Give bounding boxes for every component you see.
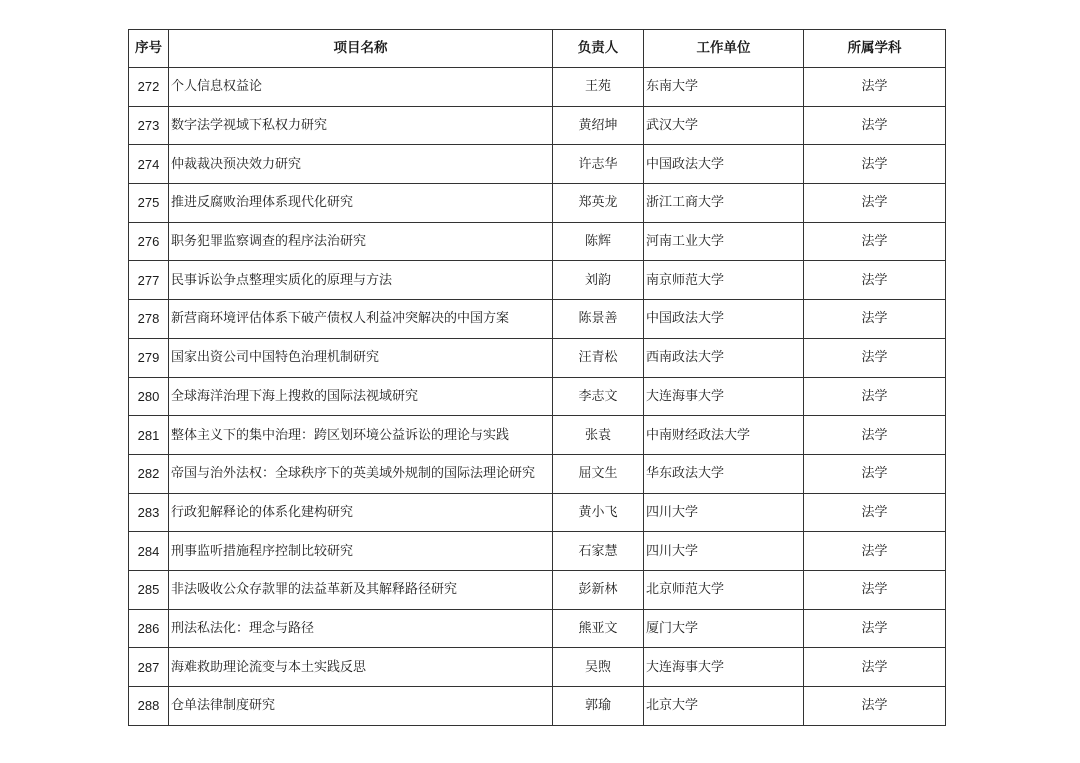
cell-subject: 法学 <box>804 145 946 184</box>
header-row <box>129 30 946 68</box>
cell-unit: 中南财经政法大学 <box>644 416 804 455</box>
cell-subject: 法学 <box>804 222 946 261</box>
cell-subject: 法学 <box>804 184 946 223</box>
cell-person: 张袁 <box>553 416 644 455</box>
cell-seq: 275 <box>129 184 169 223</box>
cell-seq: 283 <box>129 493 169 532</box>
table-row <box>129 416 946 455</box>
cell-seq: 285 <box>129 570 169 609</box>
cell-title: 整体主义下的集中治理：跨区划环境公益诉讼的理论与实践 <box>169 416 553 455</box>
cell-unit: 浙江工商大学 <box>644 184 804 223</box>
table-row <box>129 687 946 726</box>
header-unit: 工作单位 <box>644 30 804 68</box>
cell-title: 刑事监听措施程序控制比较研究 <box>169 532 553 571</box>
table-row <box>129 184 946 223</box>
cell-unit: 中国政法大学 <box>644 300 804 339</box>
cell-person: 吴煦 <box>553 648 644 687</box>
table-row <box>129 648 946 687</box>
cell-seq: 284 <box>129 532 169 571</box>
project-table <box>128 29 946 726</box>
table-row <box>129 106 946 145</box>
cell-unit: 大连海事大学 <box>644 377 804 416</box>
cell-unit: 四川大学 <box>644 532 804 571</box>
cell-seq: 288 <box>129 687 169 726</box>
cell-seq: 277 <box>129 261 169 300</box>
table-row <box>129 222 946 261</box>
cell-person: 彭新林 <box>553 570 644 609</box>
cell-title: 个人信息权益论 <box>169 68 553 107</box>
cell-subject: 法学 <box>804 68 946 107</box>
cell-unit: 华东政法大学 <box>644 454 804 493</box>
table-row <box>129 261 946 300</box>
cell-title: 仲裁裁决预决效力研究 <box>169 145 553 184</box>
cell-title: 全球海洋治理下海上搜救的国际法视域研究 <box>169 377 553 416</box>
cell-seq: 286 <box>129 609 169 648</box>
cell-unit: 西南政法大学 <box>644 338 804 377</box>
cell-seq: 272 <box>129 68 169 107</box>
cell-unit: 河南工业大学 <box>644 222 804 261</box>
cell-seq: 274 <box>129 145 169 184</box>
cell-subject: 法学 <box>804 300 946 339</box>
table-row <box>129 145 946 184</box>
cell-title: 刑法私法化：理念与路径 <box>169 609 553 648</box>
cell-seq: 280 <box>129 377 169 416</box>
cell-title: 民事诉讼争点整理实质化的原理与方法 <box>169 261 553 300</box>
cell-person: 王苑 <box>553 68 644 107</box>
cell-subject: 法学 <box>804 687 946 726</box>
cell-title: 推进反腐败治理体系现代化研究 <box>169 184 553 223</box>
cell-unit: 四川大学 <box>644 493 804 532</box>
cell-person: 刘韵 <box>553 261 644 300</box>
table-row <box>129 377 946 416</box>
cell-title: 帝国与治外法权：全球秩序下的英美域外规制的国际法理论研究 <box>169 454 553 493</box>
cell-unit: 北京师范大学 <box>644 570 804 609</box>
table-row <box>129 300 946 339</box>
cell-subject: 法学 <box>804 532 946 571</box>
table-row <box>129 454 946 493</box>
cell-unit: 东南大学 <box>644 68 804 107</box>
cell-person: 熊亚文 <box>553 609 644 648</box>
cell-unit: 北京大学 <box>644 687 804 726</box>
cell-title: 行政犯解释论的体系化建构研究 <box>169 493 553 532</box>
header-person: 负责人 <box>553 30 644 68</box>
cell-person: 郑英龙 <box>553 184 644 223</box>
cell-title: 仓单法律制度研究 <box>169 687 553 726</box>
cell-subject: 法学 <box>804 338 946 377</box>
table-row <box>129 609 946 648</box>
table-row <box>129 68 946 107</box>
cell-subject: 法学 <box>804 416 946 455</box>
cell-person: 许志华 <box>553 145 644 184</box>
cell-person: 石家慧 <box>553 532 644 571</box>
cell-subject: 法学 <box>804 570 946 609</box>
cell-subject: 法学 <box>804 261 946 300</box>
cell-seq: 281 <box>129 416 169 455</box>
cell-subject: 法学 <box>804 648 946 687</box>
cell-unit: 中国政法大学 <box>644 145 804 184</box>
header-seq: 序号 <box>129 30 169 68</box>
cell-unit: 南京师范大学 <box>644 261 804 300</box>
cell-person: 李志文 <box>553 377 644 416</box>
cell-title: 数字法学视域下私权力研究 <box>169 106 553 145</box>
cell-seq: 278 <box>129 300 169 339</box>
cell-title: 非法吸收公众存款罪的法益革新及其解释路径研究 <box>169 570 553 609</box>
header-title: 项目名称 <box>169 30 553 68</box>
cell-subject: 法学 <box>804 493 946 532</box>
cell-title: 职务犯罪监察调查的程序法治研究 <box>169 222 553 261</box>
cell-person: 郭瑜 <box>553 687 644 726</box>
table-row <box>129 532 946 571</box>
cell-seq: 276 <box>129 222 169 261</box>
cell-unit: 武汉大学 <box>644 106 804 145</box>
cell-title: 海难救助理论流变与本土实践反思 <box>169 648 553 687</box>
cell-subject: 法学 <box>804 609 946 648</box>
cell-person: 汪青松 <box>553 338 644 377</box>
cell-seq: 273 <box>129 106 169 145</box>
cell-title: 国家出资公司中国特色治理机制研究 <box>169 338 553 377</box>
cell-seq: 279 <box>129 338 169 377</box>
cell-seq: 282 <box>129 454 169 493</box>
table-body <box>129 68 946 726</box>
cell-unit: 大连海事大学 <box>644 648 804 687</box>
cell-unit: 厦门大学 <box>644 609 804 648</box>
cell-subject: 法学 <box>804 454 946 493</box>
cell-seq: 287 <box>129 648 169 687</box>
cell-subject: 法学 <box>804 106 946 145</box>
cell-person: 屈文生 <box>553 454 644 493</box>
cell-subject: 法学 <box>804 377 946 416</box>
cell-title: 新营商环境评估体系下破产债权人利益冲突解决的中国方案 <box>169 300 553 339</box>
table-row <box>129 570 946 609</box>
cell-person: 陈景善 <box>553 300 644 339</box>
cell-person: 黄小飞 <box>553 493 644 532</box>
cell-person: 陈辉 <box>553 222 644 261</box>
table-row <box>129 493 946 532</box>
cell-person: 黄绍坤 <box>553 106 644 145</box>
table-row <box>129 338 946 377</box>
header-subject: 所属学科 <box>804 30 946 68</box>
